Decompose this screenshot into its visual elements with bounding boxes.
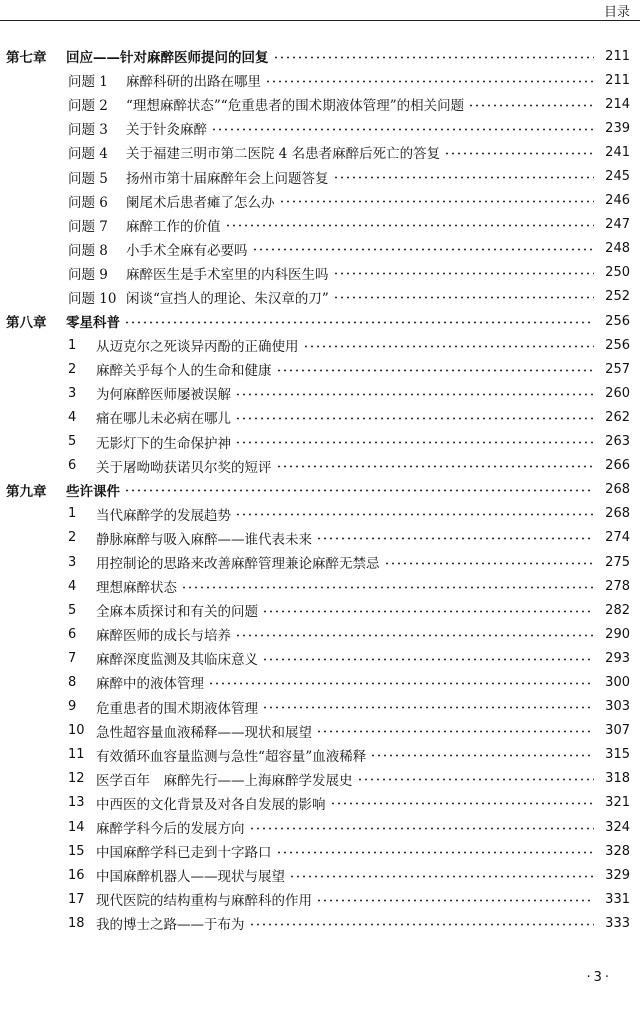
page-ref: 241: [605, 144, 630, 160]
entry-number: 问题 3: [68, 122, 108, 139]
entry-title: 中国麻醉机器人——现状与展望: [96, 869, 285, 886]
dot-leader: [384, 561, 595, 565]
toc-entry[interactable]: [0, 140, 640, 164]
table-of-contents: [0, 44, 640, 935]
page-ref: 282: [605, 602, 630, 618]
page-ref: 333: [605, 915, 630, 931]
page-number: ·3·: [586, 970, 612, 985]
toc-entry[interactable]: [0, 767, 640, 791]
toc-entry[interactable]: [0, 646, 640, 670]
entry-number: 8: [68, 674, 77, 690]
toc-entry[interactable]: [0, 261, 640, 285]
entry-title: 扬州市第十届麻醉年会上问题答复: [126, 170, 329, 187]
running-header-title: 目录: [603, 5, 630, 20]
header-rule: [0, 20, 640, 21]
toc-entry[interactable]: [0, 839, 640, 863]
chapter-title: 些许课件: [66, 483, 120, 500]
page-ref: 260: [605, 385, 630, 401]
dot-leader: [235, 441, 594, 445]
toc-entry[interactable]: [0, 454, 640, 478]
entry-number: 2: [68, 530, 77, 546]
toc-entry[interactable]: [0, 430, 640, 454]
toc-entry[interactable]: [0, 405, 640, 429]
entry-title: 为何麻醉医师屡被误解: [96, 387, 231, 404]
entry-number: 16: [68, 867, 85, 883]
entry-title: 关于福建三明市第二医院 4 名患者麻醉后死亡的答复: [126, 146, 441, 163]
dot-leader: [279, 200, 595, 204]
entry-title: 我的博士之路——于布为: [96, 917, 245, 934]
toc-entry[interactable]: [0, 719, 640, 743]
entry-title: 闲谈“宣挡人的理论、朱汉章的刀”: [126, 290, 329, 307]
entry-number: 问题 10: [68, 290, 117, 307]
entry-number: 问题 5: [68, 170, 108, 187]
dot-leader: [333, 296, 594, 300]
page-ref: 328: [605, 843, 630, 859]
entry-number: 问题 2: [68, 98, 108, 115]
page-ref: 252: [605, 289, 630, 305]
toc-entry[interactable]: [0, 622, 640, 646]
chapter-title: 回应——针对麻醉医师提问的回复: [66, 50, 269, 67]
entry-number: 18: [68, 915, 85, 931]
entry-number: 4: [68, 409, 77, 425]
dot-leader: [333, 176, 595, 180]
dot-leader: [276, 368, 595, 372]
entry-number: 11: [68, 747, 85, 763]
dot-leader: [124, 489, 594, 493]
toc-entry[interactable]: [0, 333, 640, 357]
page-ref: 256: [605, 337, 630, 353]
entry-number: 1: [68, 337, 77, 353]
toc-entry[interactable]: [0, 116, 640, 140]
toc-chapter-entry[interactable]: [0, 478, 640, 502]
page-ref: 324: [605, 819, 630, 835]
dot-leader: [181, 585, 594, 589]
dot-leader: [225, 224, 595, 228]
entry-number: 2: [68, 361, 77, 377]
toc-entry[interactable]: [0, 357, 640, 381]
dot-leader: [249, 826, 595, 830]
toc-entry[interactable]: [0, 911, 640, 935]
entry-title: 痛在哪儿未必病在哪儿: [96, 411, 231, 428]
entry-title: 理想麻醉状态: [96, 580, 177, 597]
page-ref: 263: [605, 434, 630, 450]
chapter-number: 第八章: [6, 315, 47, 332]
page-ref: 321: [605, 795, 630, 811]
entry-number: 6: [68, 626, 77, 642]
page-ref: 245: [605, 169, 630, 185]
entry-title: 麻醉科研的出路在哪里: [126, 74, 261, 91]
toc-entry[interactable]: [0, 285, 640, 309]
entry-number: 9: [68, 699, 77, 715]
page-ref: 256: [605, 313, 630, 329]
entry-title: 全麻本质探讨和有关的问题: [96, 604, 258, 621]
entry-number: 问题 8: [68, 242, 108, 259]
entry-title: 麻醉医师的成长与培养: [96, 628, 231, 645]
page-ref: 307: [605, 723, 630, 739]
dot-leader: [235, 392, 594, 396]
toc-entry[interactable]: [0, 237, 640, 261]
dot-leader: [273, 55, 595, 59]
page-ref: 293: [605, 650, 630, 666]
entry-number: 14: [68, 819, 85, 835]
dot-leader: [235, 416, 594, 420]
chapter-number: 第七章: [6, 50, 47, 67]
dot-leader: [468, 103, 594, 107]
dot-leader: [303, 344, 595, 348]
dot-leader: [262, 706, 594, 710]
toc-entry[interactable]: [0, 68, 640, 92]
dot-leader: [330, 802, 595, 806]
page-ref: 211: [605, 48, 630, 64]
dot-leader: [124, 320, 594, 324]
page-ref: 331: [605, 891, 630, 907]
page-ref: 329: [605, 867, 630, 883]
entry-title: 麻醉关乎每个人的生命和健康: [96, 363, 272, 380]
dot-leader: [208, 681, 594, 685]
entry-title: 用控制论的思路来改善麻醉管理兼论麻醉无禁忌: [96, 556, 380, 573]
dot-leader: [444, 151, 594, 155]
entry-title: 急性超容量血液稀释——现状和展望: [96, 724, 312, 741]
toc-entry[interactable]: [0, 743, 640, 767]
page-ref: 262: [605, 409, 630, 425]
page-ref: 257: [605, 361, 630, 377]
entry-number: 问题 6: [68, 194, 108, 211]
entry-title: 现代医院的结构重构与麻醉科的作用: [96, 893, 312, 910]
page-ref: 246: [605, 193, 630, 209]
toc-entry[interactable]: [0, 887, 640, 911]
entry-number: 问题 4: [68, 146, 108, 163]
dot-leader: [357, 778, 595, 782]
toc-entry[interactable]: [0, 381, 640, 405]
page-ref: 318: [605, 771, 630, 787]
entry-title: 危重患者的围术期液体管理: [96, 700, 258, 717]
toc-chapter-entry[interactable]: [0, 44, 640, 68]
entry-number: 问题 9: [68, 266, 108, 283]
toc-entry[interactable]: [0, 791, 640, 815]
chapter-number: 第九章: [6, 483, 47, 500]
entry-title: 中西医的文化背景及对各自发展的影响: [96, 796, 326, 813]
page-ref: 247: [605, 217, 630, 233]
dot-leader: [276, 465, 595, 469]
toc-entry[interactable]: [0, 526, 640, 550]
entry-title: 麻醉工作的价值: [126, 218, 221, 235]
toc-entry[interactable]: [0, 550, 640, 574]
dot-leader: [262, 609, 594, 613]
toc-entry[interactable]: [0, 574, 640, 598]
toc-entry[interactable]: [0, 863, 640, 887]
entry-title: 小手术全麻有必要吗: [126, 242, 248, 259]
page-ref: 278: [605, 578, 630, 594]
entry-title: 阑尾术后患者瘫了怎么办: [126, 194, 275, 211]
dot-leader: [252, 248, 595, 252]
entry-number: 3: [68, 385, 77, 401]
entry-number: 问题 7: [68, 218, 108, 235]
entry-title: “理想麻醉状态”“危重患者的围术期液体管理”的相关问题: [126, 98, 465, 115]
chapter-title: 零星科普: [66, 315, 120, 332]
dot-leader: [249, 922, 595, 926]
dot-leader: [370, 754, 594, 758]
entry-title: 麻醉学科今后的发展方向: [96, 821, 245, 838]
entry-title: 有效循环血容量监测与急性“超容量”血液稀释: [96, 748, 367, 765]
entry-number: 15: [68, 843, 85, 859]
entry-title: 麻醉中的液体管理: [96, 676, 204, 693]
page-ref: 315: [605, 747, 630, 763]
entry-number: 4: [68, 578, 77, 594]
entry-number: 12: [68, 771, 85, 787]
page-ref: 268: [605, 506, 630, 522]
page-ref: 266: [605, 458, 630, 474]
entry-number: 3: [68, 554, 77, 570]
entry-title: 麻醉医生是手术室里的内科医生吗: [126, 266, 329, 283]
toc-entry[interactable]: [0, 598, 640, 622]
dot-leader: [333, 272, 595, 276]
toc-entry[interactable]: [0, 213, 640, 237]
page-ref: 211: [605, 72, 630, 88]
entry-title: 静脉麻醉与吸入麻醉——谁代表未来: [96, 531, 312, 548]
dot-leader: [211, 127, 594, 131]
page-ref: 290: [605, 626, 630, 642]
dot-leader: [262, 657, 594, 661]
page-ref: 300: [605, 674, 630, 690]
page-ref: 239: [605, 120, 630, 136]
dot-leader: [276, 850, 595, 854]
dot-leader: [316, 730, 594, 734]
entry-number: 5: [68, 434, 77, 450]
entry-number: 13: [68, 795, 85, 811]
dot-leader: [235, 513, 594, 517]
entry-title: 中国麻醉学科已走到十字路口: [96, 845, 272, 862]
entry-title: 关于针灸麻醉: [126, 122, 207, 139]
entry-title: 从迈克尔之死谈异丙酚的正确使用: [96, 339, 299, 356]
entry-number: 17: [68, 891, 85, 907]
dot-leader: [235, 633, 594, 637]
dot-leader: [289, 874, 594, 878]
entry-number: 10: [68, 723, 85, 739]
entry-number: 问题 1: [68, 74, 108, 91]
dot-leader: [265, 79, 594, 83]
page-ref: 214: [605, 96, 630, 112]
page-ref: 274: [605, 530, 630, 546]
page-ref: 275: [605, 554, 630, 570]
entry-number: 1: [68, 506, 77, 522]
entry-number: 5: [68, 602, 77, 618]
toc-entry[interactable]: [0, 815, 640, 839]
entry-title: 医学百年 麻醉先行——上海麻醉学发展史: [96, 772, 353, 789]
toc-entry[interactable]: [0, 502, 640, 526]
page-ref: 248: [605, 241, 630, 257]
running-header: [0, 0, 640, 24]
entry-number: 7: [68, 650, 77, 666]
toc-entry[interactable]: [0, 92, 640, 116]
dot-leader: [316, 537, 594, 541]
entry-title: 无影灯下的生命保护神: [96, 435, 231, 452]
entry-title: 当代麻醉学的发展趋势: [96, 507, 231, 524]
toc-chapter-entry[interactable]: [0, 309, 640, 333]
entry-title: 麻醉深度监测及其临床意义: [96, 652, 258, 669]
page-ref: 303: [605, 699, 630, 715]
toc-entry[interactable]: [0, 164, 640, 188]
toc-entry[interactable]: [0, 695, 640, 719]
dot-leader: [316, 898, 594, 902]
toc-entry[interactable]: [0, 670, 640, 694]
toc-entry[interactable]: [0, 189, 640, 213]
entry-title: 关于屠呦呦获诺贝尔奖的短评: [96, 459, 272, 476]
entry-number: 6: [68, 458, 77, 474]
page-ref: 250: [605, 265, 630, 281]
page-ref: 268: [605, 482, 630, 498]
